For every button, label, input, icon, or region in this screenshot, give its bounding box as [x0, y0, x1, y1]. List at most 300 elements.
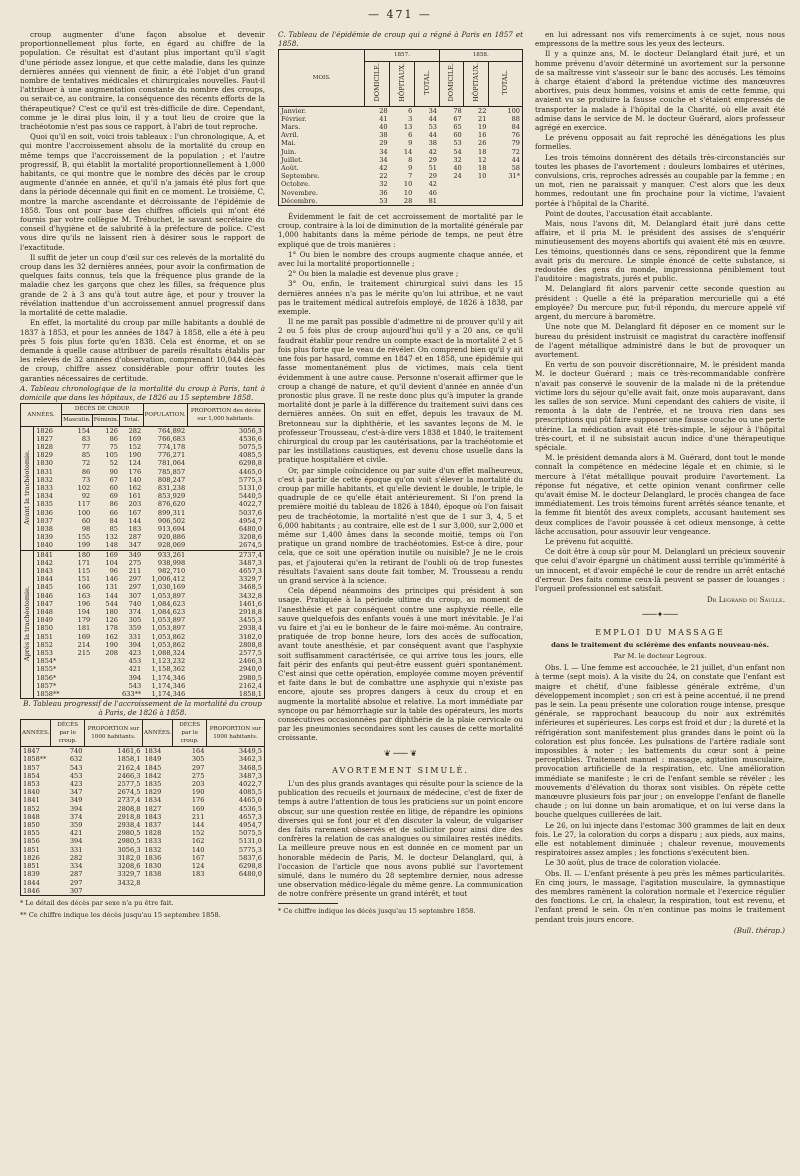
table-row — [21, 682, 265, 690]
table-cell: 1850 — [36, 624, 53, 633]
table-cell — [62, 690, 93, 699]
table-cell: 9 — [408, 164, 413, 173]
table-cell: 124 — [128, 459, 142, 468]
table-cell: 115 — [77, 566, 91, 575]
table-cell: 164 — [191, 747, 205, 756]
table-row — [21, 600, 265, 608]
table-cell: 1832 — [36, 475, 53, 484]
table-cell: 1844 — [36, 575, 53, 584]
table-cell: 6 — [408, 131, 413, 140]
table-cell: 96 — [109, 566, 118, 575]
table-cell: 73 — [81, 475, 91, 484]
table-cell: 938,998 — [157, 558, 186, 567]
table-cell: 1835 — [144, 780, 162, 789]
table-cell: 1461,6 — [117, 747, 141, 756]
table-cell: 211 — [128, 566, 142, 575]
table-cell: 2466,3 — [117, 771, 141, 780]
col-header: PROPORTION des décès sur 1,000 habitants. — [187, 404, 264, 426]
table-a-before-group — [21, 426, 265, 550]
table-row — [21, 805, 265, 813]
table-cell: 5775,3 — [238, 845, 262, 854]
table-row — [21, 854, 265, 862]
table-cell: 1828 — [144, 829, 162, 838]
table-cell: 359 — [69, 821, 83, 830]
table-cell: 2674,5 — [117, 788, 141, 797]
table-row — [279, 139, 523, 147]
section-title: EMPLOI DU MASSAGE — [595, 627, 725, 637]
table-cell: 4954,7 — [238, 516, 262, 525]
table-cell: 774,178 — [157, 442, 186, 451]
table-cell: 4085,5 — [238, 788, 262, 797]
table-cell: 1833 — [144, 837, 162, 846]
table-cell: 331 — [128, 632, 142, 641]
table-cell: 4022,7 — [238, 500, 262, 509]
ornament-divider: ❦ ─── ❦ — [384, 748, 417, 758]
table-cell: 1,053,897 — [151, 591, 186, 600]
table-cell: 3329,7 — [117, 870, 141, 879]
table-cell: 853,929 — [157, 492, 186, 501]
table-cell: 151 — [77, 575, 91, 584]
paragraph: En vertu de son pouvoir discrétionnaire, M. le président manda M. le docteur Guérard ; mais ce très-recommandable confrère n'avait pas conservé le souvenir de la malade ni de la prétendue victime lors du séjour qu'elle avait fait, onze mois auparavant, dans les salles de son service. Muni cependant des cahiers de visite, il remonta à la date de l'entrée, et ne trouva rien dans ses prescriptions qui pût faire supposer une fausse couche ou une perte utérine. La médication avait été très-simple, le séjour à l'hôpital très-court, et il ne subsistait aucun indice d'une thérapeutique spéciale. — [535, 360, 785, 452]
table-cell: 633** — [121, 690, 142, 699]
table-cell: 65 — [453, 123, 462, 132]
table-cell: 4536,5 — [238, 804, 262, 813]
table-cell: 3468,5 — [238, 763, 262, 772]
table-cell: 7 — [408, 172, 413, 181]
table-cell: 5440,5 — [238, 492, 262, 501]
table-cell: 5837,6 — [238, 853, 262, 862]
table-cell: 32 — [379, 180, 388, 189]
table-cell: 84 — [511, 123, 520, 132]
table-cell: 3056,3 — [117, 845, 141, 854]
table-cell: 1834 — [36, 492, 53, 501]
table-row — [21, 690, 265, 699]
table-cell: 423 — [69, 780, 83, 789]
table-cell: 199 — [77, 541, 91, 550]
table-cell: 1855 — [23, 829, 40, 838]
table-cell: 10 — [403, 180, 413, 189]
table-cell: 1461,6 — [238, 599, 262, 608]
table-cell: 2980,5 — [238, 673, 262, 682]
table-cell: 40 — [453, 164, 462, 173]
table-cell: 334 — [69, 862, 83, 871]
table-cell: 1849 — [36, 616, 53, 625]
table-cell: 1840 — [36, 541, 53, 550]
table-cell: 6480,0 — [238, 524, 262, 533]
table-cell: 180 — [105, 608, 118, 616]
table-cell: 144 — [105, 591, 118, 600]
table-row — [21, 616, 265, 624]
table-cell: 51 — [428, 164, 437, 173]
table-cell: 146 — [105, 575, 118, 584]
table-cell: 126 — [105, 616, 118, 625]
table-cell: 152 — [128, 442, 142, 451]
table-cell: 1858** — [36, 690, 60, 699]
table-cell: 2466,3 — [238, 657, 262, 666]
col-header: DÉCÈS par le croup. — [51, 719, 85, 747]
table-cell: 54 — [453, 147, 462, 156]
table-cell: 282 — [120, 426, 143, 435]
table-cell — [173, 879, 207, 887]
table-cell: 2980,5 — [117, 829, 141, 838]
table-c — [278, 49, 523, 206]
table-cell: 1845 — [36, 583, 53, 592]
table-row — [21, 755, 265, 763]
source-citation: (Bull. thérap.) — [733, 925, 785, 935]
table-cell: 1841 — [23, 796, 40, 805]
table-cell: Août. — [281, 164, 299, 173]
col-header: ANNÉES. — [142, 719, 172, 747]
table-cell: Novembre. — [281, 188, 318, 197]
table-cell: 5131,0 — [238, 483, 262, 492]
table-cell: Mars. — [281, 123, 301, 132]
table-cell: 1834 — [144, 747, 162, 756]
table-cell: 1836 — [144, 853, 162, 862]
table-cell: 102 — [77, 483, 91, 492]
table-cell: 66 — [109, 508, 118, 517]
table-c-caption: C. Tableau de l'épidémie de croup qui a régné à Paris en 1857 et 1858. — [278, 30, 523, 49]
table-cell: 928,069 — [157, 541, 186, 550]
paragraph: croup augmenter d'une façon absolue et devenir proportionnellement plus forte, en égard au chiffre de la population. Ce résultat est d'autant plus important qu'il s'agit d'une période assez longue, et que cette maladie, dans les quinze dernières années qui viennent de finir, a été l'objet d'un grand nombre de tentatives médicales et chirurgicales nouvelles. Faut-il l'attribuer à une augmentation constante du nombre des croups, ou serait-ce, au contraire, la conséquence des récents efforts de la thérapeutique? C'est ce qu'il est très-difficile de dire. Cependant, comme je le dirai plus loin, il y a tout lieu de croire que la trachéotomie n'est pas sous ce rapport, à l'abri de tout reproche. — [20, 30, 265, 132]
table-cell: 3487,3 — [238, 771, 262, 780]
table-cell: Juin. — [281, 147, 297, 156]
table-cell: 740 — [128, 599, 142, 608]
table-cell: 72 — [81, 459, 91, 468]
table-cell: 31* — [508, 172, 520, 181]
table-row — [21, 641, 265, 649]
table-cell — [142, 887, 172, 896]
table-cell: 29 — [428, 155, 437, 164]
table-cell: 394 — [69, 804, 83, 813]
column-middle — [278, 30, 523, 916]
table-cell: 1848 — [36, 608, 53, 616]
table-cell: 1845 — [144, 763, 162, 772]
table-cell: 764,892 — [143, 426, 187, 435]
table-cell: 808,247 — [157, 475, 186, 484]
table-cell: 44 — [428, 114, 437, 123]
table-cell: 179 — [77, 616, 91, 625]
table-cell: 152 — [191, 829, 205, 838]
table-c-body — [279, 106, 523, 205]
table-cell: 1858** — [23, 755, 47, 764]
table-cell — [439, 189, 464, 197]
col-header: TOTAL. — [422, 69, 431, 95]
table-cell: 104 — [105, 558, 118, 567]
group-label — [21, 550, 34, 699]
table-cell: 1854 — [23, 771, 40, 780]
table-cell: 282 — [69, 853, 83, 862]
table-row — [21, 443, 265, 451]
group-label — [21, 426, 34, 550]
table-row — [279, 197, 523, 206]
table-cell: 18 — [478, 164, 487, 173]
table-cell: 44 — [428, 131, 437, 140]
paragraph: 3° Ou, enfin, le traitement chirurgical suivi dans les 15 dernières années n'a pas le mérite qu'on lui attribue, et ne vaut pas le traitement médical autrefois employé, de 1826 à 1838, par exemple. — [278, 279, 523, 317]
table-cell: 117 — [77, 500, 91, 509]
table-cell: 3208,6 — [117, 862, 141, 871]
table-cell: 181 — [77, 624, 91, 633]
table-cell: Février. — [281, 114, 307, 123]
table-row — [21, 788, 265, 796]
col-header: TOTAL. — [501, 69, 510, 95]
table-row — [21, 608, 265, 616]
table-cell: 394 — [128, 673, 142, 682]
table-cell: 21 — [478, 114, 487, 123]
table-cell: 140 — [191, 845, 205, 854]
table-cell: 1,053,897 — [151, 616, 186, 625]
author-line: Par M. le docteur Legroux. — [613, 652, 707, 660]
table-row — [21, 468, 265, 476]
table-cell: 632 — [69, 755, 83, 764]
table-cell: 124 — [191, 862, 205, 871]
table-cell: 287 — [128, 533, 142, 542]
paragraph: Mais, nous l'avons dit, M. Delanglard était juré dans cette affaire, et il pria M. le président des assises de s'enquérir minutieusement des moyens abortifs qui avaient été mis en œuvre. Les témoins, questionnés dans ce sens, répondirent que la femme avait pris du mercure. Le simple énoncé de cette substance, si redoutée des gens du monde, impressionna péniblement tout l'auditoire : magistrats, jurés et public. — [535, 219, 785, 284]
table-cell: 196 — [77, 599, 91, 608]
table-a-after-group — [21, 550, 265, 699]
paragraph: Une note que M. Delanglard fit déposer en ce moment sur le bureau du président instruisit ce magistrat du caractère inoffensif de l'agent métallique administré dans le but de provoquer un avortement. — [535, 322, 785, 359]
table-cell: Mai. — [281, 139, 296, 148]
table-cell: 785,857 — [157, 467, 186, 476]
table-cell: 1851 — [36, 632, 53, 641]
paragraph: Quoi qu'il en soit, voici trois tableaux : l'un chronologique, A, et qui montre l'accroissement absolu de la mortalité du croup en même temps que l'accroissement de la population ; et l'autre progressif, B, qui établit la mortalité proportionnellement à 1,000 habitants, ce qui montre que le nombre des décès par le croup augmente d'année en année, et qu'il n'a jamais été plus fort que dans la période décennale qui finit en ce moment. Le troisième, C, montre la marche ascendante et décroissante de l'épidémie de 1858. Tous ont pour base des chiffres officiels qui m'ont été fournis par votre collègue M. Trébuchet, le savant secrétaire du conseil d'hygiène et de salubrité à la préfecture de police. C'est vous dire qu'ils ne laissent rien à désirer sous le rapport de l'exactitude. — [20, 132, 265, 252]
table-cell: 171 — [77, 558, 91, 567]
table-cell: 2162,4 — [117, 763, 141, 772]
table-row — [279, 156, 523, 164]
column-right — [535, 30, 785, 937]
table-cell: 1844 — [23, 878, 40, 887]
table-cell: 2737,4 — [187, 550, 264, 559]
table-cell: 203 — [128, 500, 142, 509]
table-cell: 3208,6 — [238, 533, 262, 542]
table-row — [21, 575, 265, 583]
table-cell: 3432,8 — [117, 878, 141, 887]
col-header: POPULATION. — [143, 404, 187, 426]
table-cell: 4465,0 — [238, 467, 262, 476]
table-cell: 1829 — [144, 788, 162, 797]
table-cell: 5775,3 — [238, 475, 262, 484]
table-cell: 1839 — [36, 533, 53, 542]
table-row — [21, 533, 265, 541]
table-row — [21, 665, 265, 673]
table-cell: 4022,7 — [238, 780, 262, 789]
signature: Dr Legrand du Saulle. — [706, 595, 785, 605]
table-cell: 1846 — [36, 591, 53, 600]
table-b-caption: B. Tableau progressif de l'accroissement de la mortalité du croup à Paris, de 1826 à 1858. — [23, 699, 262, 718]
table-row — [279, 131, 523, 139]
table-cell: 1850 — [23, 821, 40, 830]
table-cell: 72 — [511, 147, 520, 156]
table-cell: 1,123,232 — [151, 657, 186, 666]
table-cell: 1857 — [23, 763, 40, 772]
table-cell: 166 — [77, 583, 91, 592]
table-cell: 2674,5 — [238, 541, 262, 550]
table-cell: 5037,6 — [238, 508, 262, 517]
table-cell: 53 — [428, 123, 437, 132]
table-cell: 1847 — [23, 747, 40, 756]
table-cell: 34 — [379, 155, 388, 164]
table-cell: 169 — [77, 632, 91, 641]
table-cell: 100 — [507, 106, 520, 115]
table-cell: 776,271 — [157, 451, 186, 460]
table-cell: 4954,7 — [238, 821, 262, 830]
table-row — [21, 492, 265, 500]
table-row — [21, 829, 265, 837]
table-cell: 126 — [92, 426, 120, 435]
table-cell: 297 — [128, 575, 142, 584]
table-cell: 162 — [128, 483, 142, 492]
table-cell: 2940,0 — [238, 665, 262, 674]
table-cell: 140 — [128, 475, 142, 484]
table-cell: 100 — [77, 508, 91, 517]
table-row — [21, 780, 265, 788]
table-cell: 86 — [109, 434, 118, 443]
table-row — [21, 567, 265, 575]
table-cell — [92, 657, 120, 665]
paragraph: Le prévenu opposait au fait reproché les dénégations les plus formelles. — [535, 133, 785, 152]
col-header: Masculin. — [62, 415, 93, 426]
table-cell: 53 — [379, 196, 388, 205]
table-cell: 423 — [128, 649, 142, 658]
table-cell — [464, 197, 489, 206]
table-row — [21, 657, 265, 665]
table-row — [21, 674, 265, 682]
col-header: DOMICILE. — [373, 62, 382, 102]
table-row — [279, 123, 523, 131]
table-cell — [92, 665, 120, 673]
table-cell: 14 — [403, 147, 413, 156]
table-cell: 169 — [92, 550, 120, 559]
table-cell — [62, 682, 93, 690]
table-cell: 77 — [81, 442, 91, 451]
paragraph: Le 26, on lui injecte dans l'estomac 300 grammes de lait en deux fois. Le 27, la coloration du corps a disparu ; aux pieds, aux mains, elle est notablement diminuée ; chaleur revenue, mouvements respiratoires assez amples ; les fonctions s'exécutent bien. — [535, 820, 785, 858]
table-cell: 906,502 — [157, 516, 186, 525]
table-cell — [206, 887, 264, 896]
table-row — [21, 887, 265, 896]
table-cell: 307 — [128, 591, 142, 600]
table-cell: 1826 — [23, 853, 40, 862]
table-cell: 1837 — [36, 516, 53, 525]
table-cell: 4657,3 — [238, 812, 262, 821]
table-cell: 1842 — [36, 558, 53, 567]
table-cell: 2577,5 — [238, 649, 262, 658]
table-cell — [84, 887, 142, 896]
table-row — [21, 525, 265, 533]
table-cell: 1,006,412 — [151, 575, 186, 584]
table-cell: 42 — [379, 164, 388, 173]
table-cell: 1847 — [36, 599, 53, 608]
group-label-text: Avant la trachéotomie. — [23, 449, 31, 525]
table-cell: 3182,0 — [117, 853, 141, 862]
table-row — [21, 821, 265, 829]
table-cell: 10 — [403, 188, 413, 197]
table-cell: Avril. — [281, 131, 299, 140]
table-cell: 1837 — [144, 821, 162, 830]
table-row — [21, 426, 265, 435]
table-cell: 2918,8 — [238, 608, 262, 616]
paragraph: Point de doutes, l'accusation était accablante. — [545, 208, 713, 218]
table-cell: 60 — [81, 516, 91, 525]
table-cell: 1853 — [36, 649, 53, 658]
col-header: Féminin. — [92, 415, 120, 426]
table-cell: 1856 — [23, 837, 40, 846]
table-cell: 1841 — [34, 550, 62, 559]
table-row — [21, 846, 265, 854]
table-row — [21, 583, 265, 591]
table-cell: 58 — [511, 164, 520, 173]
table-cell: 1,174,346 — [151, 681, 186, 690]
table-cell: 982,710 — [157, 566, 186, 575]
table-cell — [439, 180, 464, 188]
table-cell: 275 — [191, 771, 205, 780]
table-cell: 144 — [191, 821, 205, 830]
table-row — [21, 649, 265, 657]
table-cell: 29 — [428, 172, 437, 181]
table-cell: 1852 — [36, 640, 53, 649]
table-row — [21, 435, 265, 443]
table-cell: 1843 — [36, 566, 53, 575]
table-row — [21, 813, 265, 821]
paragraph: Évidemment le fait de cet accroissement de mortalité par le croup, contraire à la loi de diminution de la mortalité générale par 1,000 habitants dans la même période de temps, ne peut être expliqué que de trois manières : — [278, 212, 523, 249]
table-b — [20, 719, 265, 896]
table-cell: 29 — [379, 139, 388, 148]
table-row — [21, 541, 265, 550]
table-cell: 3 — [408, 114, 413, 123]
table-cell: 2938,4 — [238, 624, 262, 633]
table-cell: 347 — [128, 541, 142, 550]
table-row — [21, 484, 265, 492]
table-cell: 167 — [128, 508, 142, 517]
table-cell: 79 — [511, 139, 520, 148]
table-cell: 297 — [191, 763, 205, 772]
col-header: Total. — [120, 415, 143, 426]
table-row — [279, 148, 523, 156]
paragraph: Cela dépend néanmoins des principes qui président à son usage. Pratiquée à la période ultime du croup, au moment de l'anesthésie et par conséquent contre une asphyxie réelle, elle sauve quelquefois des enfants voués à une mort inévitable. Je l'ai vu faire et j'ai eu le bonheur de le faire moi-même. Au contraire, pratiquée de trop bonne heure, lors des accès de suffocation, avant toute anesthésie, et par conséquent avant que l'asphyxie soit suffisamment caractérisée, ce qui arrive tous les jours, elle fait périr des enfants qui peut-être eussent guéri spontanément. C'est ainsi que cette opération, employée comme moyen préventif et faite dans le but de combattre une asphyxie qui n'existe pas encore, ajoute ses propres dangers à ceux du croup et en augmente la mortalité absolue et relative. La mort immédiate par syncope ou par hémorrhagie sur la table des opérateurs, les morts consécutives occasionnées par diphthérie de la plaie cervicale ou par les pneumonies secondaires sont les causes de cette mortalité croissante. — [278, 586, 523, 743]
table-a-caption: A. Tableau chronologique de la mortalité du croup à Paris, tant à domicile que dans les hôpitaux, de 1826 au 15 septembre 1858. — [20, 383, 265, 402]
section-subtitle: dans le traitement du sclérème des enfants nouveau-nés. — [551, 640, 769, 649]
table-cell: 1,053,862 — [151, 632, 186, 641]
col-header: HÔPITAUX. — [471, 62, 480, 102]
table-cell: 211 — [191, 812, 205, 821]
table-cell: 1842 — [144, 771, 162, 780]
table-cell: 144 — [128, 516, 142, 525]
table-cell: 3468,5 — [238, 583, 262, 592]
table-cell: 90 — [109, 467, 118, 476]
table-row — [21, 476, 265, 484]
table-cell: Décembre. — [281, 196, 318, 205]
table-cell: 190 — [105, 640, 118, 649]
table-cell: 169 — [191, 804, 205, 813]
col-header: ANNÉES. — [21, 719, 51, 747]
table-cell: 1,084,623 — [151, 608, 186, 616]
table-cell: 162 — [191, 837, 205, 846]
table-cell: 132 — [105, 533, 118, 542]
table-cell: 1831 — [36, 467, 53, 476]
table-cell: 28 — [403, 196, 413, 205]
table-cell: 1,174,346 — [151, 690, 186, 699]
table-cell — [173, 887, 207, 896]
table-cell: 67 — [109, 475, 118, 484]
table-cell: 67 — [453, 114, 462, 123]
table-cell: 2938,4 — [117, 821, 141, 830]
table-cell — [464, 189, 489, 197]
table-cell: 46 — [428, 188, 437, 197]
table-cell: 86 — [81, 467, 91, 476]
table-cell: 19 — [478, 123, 487, 132]
col-header: DÉCÈS DE CROUP. — [62, 404, 144, 415]
table-cell: 3487,3 — [238, 558, 262, 567]
table-cell — [488, 180, 522, 188]
table-cell: 148 — [105, 541, 118, 550]
